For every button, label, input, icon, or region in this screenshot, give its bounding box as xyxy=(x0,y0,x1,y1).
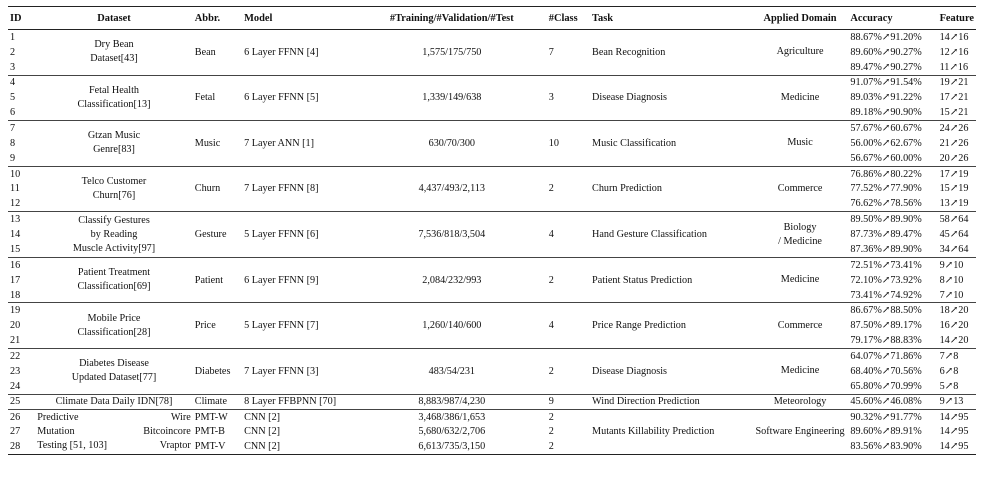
table-group xyxy=(8,394,976,409)
cell-abbr: PMT-B xyxy=(194,426,225,438)
dataset-line: Gtzan Music xyxy=(87,130,141,142)
cell-id: 11 xyxy=(10,183,20,195)
cell-dataset xyxy=(35,303,193,349)
cell-accuracy: 77.52%↗77.90% xyxy=(850,183,922,195)
results-table xyxy=(8,6,976,455)
cell-id: 25 xyxy=(10,396,21,408)
cell-dataset xyxy=(35,212,193,258)
cell-id: 24 xyxy=(10,380,21,392)
cell-accuracy: 88.67%↗91.20% xyxy=(850,31,922,43)
cell-model: 5 Layer FFNN [6] xyxy=(244,229,319,241)
cell-task: Price Range Prediction xyxy=(592,320,686,332)
cell-classes: 4 xyxy=(548,320,554,332)
cell-feature: 14↗95 xyxy=(939,411,969,423)
dataset-line: Classification[69] xyxy=(77,281,151,293)
cell-feature: 9↗13 xyxy=(939,396,964,408)
dataset-line: Updated Dataset[77] xyxy=(71,372,157,384)
table-row xyxy=(8,257,976,272)
cell-id: 17 xyxy=(10,274,21,286)
header-task: Task xyxy=(590,7,752,30)
cell-task: Wind Direction Prediction xyxy=(592,396,700,408)
table-row xyxy=(8,75,976,90)
cell-feature: 15↗19 xyxy=(939,183,969,195)
dataset-line: Classification[28] xyxy=(77,326,151,338)
domain-line: Meteorology xyxy=(773,395,827,407)
cell-id: 23 xyxy=(10,365,21,377)
cell-id: 20 xyxy=(10,320,21,332)
table-row xyxy=(8,348,976,363)
cell-task: Patient Status Prediction xyxy=(592,274,693,286)
cell-abbr: Fetal xyxy=(194,92,216,104)
table-row xyxy=(8,166,976,181)
cell-accuracy: 76.62%↗78.56% xyxy=(850,198,922,210)
cell-accuracy: 76.86%↗80.22% xyxy=(850,168,922,180)
header-feature: Feature xyxy=(938,7,976,30)
cell-model: 5 Layer FFNN [7] xyxy=(244,320,319,332)
dataset-line: Dataset[43] xyxy=(90,53,138,65)
cell-model: CNN [2] xyxy=(244,441,281,453)
cell-accuracy: 87.36%↗89.90% xyxy=(850,243,922,255)
domain-line: Commerce xyxy=(777,319,823,331)
cell-dataset xyxy=(35,75,193,121)
cell-split: 3,468/386/1,653 xyxy=(418,411,486,423)
cell-feature: 15↗21 xyxy=(939,107,969,119)
cell-accuracy: 89.60%↗90.27% xyxy=(850,46,922,58)
table-group xyxy=(8,303,976,349)
cell-id: 10 xyxy=(10,168,21,180)
cell-id: 18 xyxy=(10,289,21,301)
cell-accuracy: 89.60%↗89.91% xyxy=(850,426,922,438)
table-row xyxy=(8,409,976,424)
cell-abbr: PMT-V xyxy=(194,441,226,453)
domain-line: Medicine xyxy=(780,274,820,286)
cell-id: 14 xyxy=(10,229,21,241)
cell-id: 1 xyxy=(10,31,16,43)
cell-accuracy: 89.03%↗91.22% xyxy=(850,92,922,104)
cell-feature: 16↗20 xyxy=(939,320,969,332)
cell-feature: 5↗8 xyxy=(939,380,959,392)
cell-task: Music Classification xyxy=(592,137,677,149)
cell-accuracy: 89.18%↗90.90% xyxy=(850,107,922,119)
cell-id: 22 xyxy=(10,350,21,362)
cell-domain xyxy=(752,257,849,303)
cell-domain xyxy=(752,121,849,167)
cell-feature: 45↗64 xyxy=(939,229,969,241)
cell-classes: 2 xyxy=(548,274,554,286)
cell-accuracy: 89.47%↗90.27% xyxy=(850,61,922,73)
cell-classes: 2 xyxy=(548,426,554,438)
header-dataset: Dataset xyxy=(35,7,193,30)
cell-classes: 4 xyxy=(548,229,554,241)
cell-accuracy: 45.60%↗46.08% xyxy=(850,396,922,408)
cell-id: 19 xyxy=(10,305,21,317)
cell-accuracy: 57.67%↗60.67% xyxy=(850,122,922,134)
cell-feature: 9↗10 xyxy=(939,259,964,271)
header-abbr: Abbr. xyxy=(193,7,242,30)
cell-accuracy: 72.10%↗73.92% xyxy=(850,274,922,286)
cell-domain xyxy=(752,30,849,76)
cell-model: CNN [2] xyxy=(244,426,281,438)
cell-feature: 7↗10 xyxy=(939,289,964,301)
cell-domain xyxy=(752,75,849,121)
cell-split: 6,613/735/3,150 xyxy=(418,441,486,453)
table-group xyxy=(8,166,976,212)
cell-feature: 20↗26 xyxy=(939,152,969,164)
header-classes: #Class xyxy=(547,7,590,30)
cell-id: 3 xyxy=(10,61,16,73)
cell-id: 7 xyxy=(10,122,16,134)
domain-line: Medicine xyxy=(780,91,820,103)
table-row xyxy=(8,303,976,318)
cell-model: 7 Layer FFNN [3] xyxy=(244,365,319,377)
cell-dataset xyxy=(35,166,193,212)
cell-split: 1,575/175/750 xyxy=(422,46,482,58)
dataset-line: Classification[13] xyxy=(77,98,151,110)
table-row xyxy=(8,121,976,136)
cell-split: 4,437/493/2,113 xyxy=(418,183,486,195)
table-group xyxy=(8,257,976,303)
cell-accuracy: 83.56%↗83.90% xyxy=(850,441,922,453)
cell-split: 2,084/232/993 xyxy=(422,274,482,286)
cell-task: Mutants Killability Prediction xyxy=(592,426,715,438)
dataset-line: by Reading xyxy=(90,228,138,240)
cell-domain xyxy=(752,348,849,394)
cell-id: 27 xyxy=(10,426,21,438)
cell-id: 6 xyxy=(10,107,16,119)
cell-accuracy: 68.40%↗70.56% xyxy=(850,365,922,377)
cell-classes: 2 xyxy=(548,183,554,195)
cell-model: 8 Layer FFBPNN [70] xyxy=(244,396,337,408)
table-row xyxy=(8,212,976,227)
cell-accuracy: 87.73%↗89.47% xyxy=(850,229,922,241)
cell-feature: 14↗20 xyxy=(939,335,969,347)
cell-abbr: Bean xyxy=(194,46,216,58)
header-model: Model xyxy=(242,7,357,30)
cell-domain xyxy=(752,212,849,258)
cell-feature: 18↗20 xyxy=(939,305,969,317)
dataset-line: Muscle Activity[97] xyxy=(72,242,156,254)
domain-line: Medicine xyxy=(780,365,820,377)
dataset-line: Classify Gestures xyxy=(78,214,150,226)
cell-classes: 10 xyxy=(548,137,559,149)
header-accuracy: Accuracy xyxy=(848,7,937,30)
cell-feature: 13↗19 xyxy=(939,198,969,210)
cell-abbr: Price xyxy=(194,320,216,332)
cell-model: CNN [2] xyxy=(244,411,281,423)
cell-dataset xyxy=(35,257,193,303)
cell-model: 7 Layer FFNN [8] xyxy=(244,183,319,195)
cell-feature: 8↗10 xyxy=(939,274,964,286)
dataset-line: Testing [51, 103] xyxy=(37,439,107,451)
cell-task: Hand Gesture Classification xyxy=(592,229,707,241)
dataset-line: Telco Customer xyxy=(81,175,147,187)
cell-id: 9 xyxy=(10,152,16,164)
cell-id: 5 xyxy=(10,92,16,104)
cell-id: 16 xyxy=(10,259,21,271)
cell-accuracy: 56.67%↗60.00% xyxy=(850,152,922,164)
cell-accuracy: 64.07%↗71.86% xyxy=(850,350,922,362)
dataset-line: Wire xyxy=(170,411,191,423)
dataset-line: Predictive xyxy=(37,411,79,423)
cell-split: 1,339/149/638 xyxy=(422,92,482,104)
dataset-line: Diabetes Disease xyxy=(79,358,149,370)
cell-id: 2 xyxy=(10,46,16,58)
cell-accuracy: 79.17%↗88.83% xyxy=(850,335,922,347)
cell-model: 6 Layer FFNN [9] xyxy=(244,274,319,286)
cell-model: 7 Layer ANN [1] xyxy=(244,137,314,149)
cell-accuracy: 87.50%↗89.17% xyxy=(850,320,922,332)
cell-abbr: Churn xyxy=(194,183,221,195)
cell-feature: 58↗64 xyxy=(939,214,969,226)
domain-line: Music xyxy=(787,137,813,149)
cell-feature: 12↗16 xyxy=(939,46,969,58)
dataset-line: Mutation xyxy=(37,425,75,437)
cell-classes: 9 xyxy=(548,396,554,408)
cell-dataset xyxy=(35,409,193,455)
cell-id: 21 xyxy=(10,335,21,347)
cell-task: Disease Diagnosis xyxy=(592,92,668,104)
dataset-line: Vraptor xyxy=(159,439,191,451)
table-group xyxy=(8,348,976,394)
table-row xyxy=(8,394,976,409)
dataset-line: Fetal Health xyxy=(88,84,140,96)
cell-domain xyxy=(752,303,849,349)
cell-classes: 2 xyxy=(548,411,554,423)
cell-task: Churn Prediction xyxy=(592,183,662,195)
cell-domain xyxy=(752,166,849,212)
cell-feature: 14↗95 xyxy=(939,426,969,438)
cell-accuracy: 56.00%↗62.67% xyxy=(850,137,922,149)
cell-task: Bean Recognition xyxy=(592,46,666,58)
cell-abbr: PMT-W xyxy=(194,411,228,423)
cell-task: Disease Diagnosis xyxy=(592,365,668,377)
dataset-line: Genre[83] xyxy=(93,144,135,156)
cell-accuracy: 89.50%↗89.90% xyxy=(850,214,922,226)
dataset-line: Dry Bean xyxy=(94,39,134,51)
cell-accuracy: 65.80%↗70.99% xyxy=(850,380,922,392)
cell-id: 8 xyxy=(10,137,16,149)
cell-abbr: Climate xyxy=(194,396,228,408)
cell-abbr: Gesture xyxy=(194,229,227,241)
cell-feature: 11↗16 xyxy=(939,61,969,73)
cell-dataset xyxy=(35,121,193,167)
cell-feature: 14↗16 xyxy=(939,31,969,43)
cell-split: 1,260/140/600 xyxy=(422,320,482,332)
cell-feature: 14↗95 xyxy=(939,441,969,453)
cell-accuracy: 73.41%↗74.92% xyxy=(850,289,922,301)
cell-id: 13 xyxy=(10,214,21,226)
domain-line: Biology xyxy=(783,221,817,233)
dataset-line: Churn[76] xyxy=(92,189,136,201)
dataset-line: Patient Treatment xyxy=(77,267,151,279)
cell-accuracy: 72.51%↗73.41% xyxy=(850,259,922,271)
cell-accuracy: 86.67%↗88.50% xyxy=(850,305,922,317)
cell-domain xyxy=(752,394,849,409)
cell-abbr: Diabetes xyxy=(194,365,231,377)
cell-id: 12 xyxy=(10,198,21,210)
cell-feature: 17↗19 xyxy=(939,168,969,180)
cell-abbr: Patient xyxy=(194,274,224,286)
dataset-line: Bitcoincore xyxy=(143,425,191,437)
cell-split: 630/70/300 xyxy=(428,137,476,149)
cell-id: 15 xyxy=(10,243,21,255)
table-row xyxy=(8,30,976,45)
cell-feature: 7↗8 xyxy=(939,350,959,362)
cell-id: 26 xyxy=(10,411,21,423)
cell-domain: Software Engineering xyxy=(755,425,845,437)
cell-feature: 34↗64 xyxy=(939,243,969,255)
domain-line: Commerce xyxy=(777,182,823,194)
cell-feature: 24↗26 xyxy=(939,122,969,134)
cell-dataset xyxy=(35,30,193,76)
cell-accuracy: 91.07%↗91.54% xyxy=(850,77,922,89)
cell-feature: 21↗26 xyxy=(939,137,969,149)
table-header xyxy=(8,7,976,30)
cell-dataset xyxy=(35,348,193,394)
domain-line: Agriculture xyxy=(776,46,824,58)
cell-split: 8,883/987/4,230 xyxy=(418,396,486,408)
cell-model: 6 Layer FFNN [5] xyxy=(244,92,319,104)
header-split: #Training/#Validation/#Test xyxy=(357,7,547,30)
table-group-pmt xyxy=(8,409,976,455)
cell-accuracy: 90.32%↗91.77% xyxy=(850,411,922,423)
cell-split: 7,536/818/3,504 xyxy=(418,229,486,241)
dataset-line: Climate Data Daily IDN[78] xyxy=(55,395,173,407)
cell-feature: 17↗21 xyxy=(939,92,969,104)
table-group xyxy=(8,75,976,121)
cell-model: 6 Layer FFNN [4] xyxy=(244,46,319,58)
cell-classes: 2 xyxy=(548,441,554,453)
cell-split: 483/54/231 xyxy=(428,365,476,377)
domain-line: / Medicine xyxy=(778,235,822,247)
table-group xyxy=(8,30,976,76)
table-group xyxy=(8,212,976,258)
cell-id: 28 xyxy=(10,441,21,453)
dataset-line: Mobile Price xyxy=(87,312,141,324)
cell-split: 5,680/632/2,706 xyxy=(418,426,486,438)
table-group xyxy=(8,121,976,167)
cell-classes: 2 xyxy=(548,365,554,377)
cell-abbr: Music xyxy=(194,137,221,149)
cell-feature: 6↗8 xyxy=(939,365,959,377)
cell-id: 4 xyxy=(10,77,16,89)
cell-classes: 7 xyxy=(548,46,554,58)
header-domain: Applied Domain xyxy=(752,7,849,30)
header-id: ID xyxy=(8,7,35,30)
cell-dataset xyxy=(35,394,193,409)
cell-feature: 19↗21 xyxy=(939,77,969,89)
cell-classes: 3 xyxy=(548,92,554,104)
